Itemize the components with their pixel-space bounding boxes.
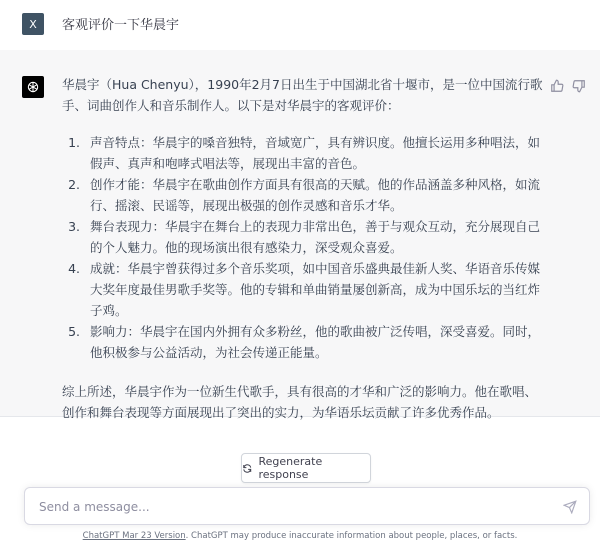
assistant-message-row bbox=[0, 50, 600, 420]
user-avatar: X bbox=[22, 13, 44, 35]
list-item: 4. 成就：华晨宇曾获得过多个音乐奖项，如中国音乐盛典最佳新人奖、华语音乐传媒大奖年度最佳男歌手奖等。他的专辑和单曲销量屡创新高，成为中国乐坛的当红炸子鸡。 bbox=[84, 258, 548, 321]
refresh-icon bbox=[242, 463, 252, 474]
feedback-buttons bbox=[550, 78, 586, 92]
list-item: 5. 影响力：华晨宇在国内外拥有众多粉丝，他的歌曲被广泛传唱，深受喜爱。同时，他积极参与公益活动，为社会传递正能量。 bbox=[84, 321, 548, 363]
message-input[interactable] bbox=[37, 497, 541, 517]
assistant-message-content bbox=[62, 74, 548, 423]
regenerate-response-button[interactable] bbox=[241, 453, 371, 483]
user-message-row bbox=[0, 0, 600, 51]
send-icon[interactable] bbox=[563, 499, 577, 513]
disclaimer-text: . ChatGPT may produce inaccurate information about people, places, or facts. bbox=[185, 531, 518, 541]
assistant-intro: 华晨宇（Hua Chenyu），1990年2月7日出生于中国湖北省十堰市，是一位中国流行歌手、词曲创作人和音乐制作人。以下是对华晨宇的客观评价： bbox=[62, 77, 543, 113]
footer-disclaimer bbox=[0, 531, 600, 541]
thumbs-down-icon[interactable] bbox=[572, 78, 586, 92]
user-message-text: 客观评价一下华晨宇 bbox=[62, 18, 180, 33]
version-link[interactable]: ChatGPT Mar 23 Version bbox=[82, 531, 186, 541]
openai-logo-icon bbox=[22, 76, 44, 98]
regenerate-label: Regenerate response bbox=[258, 455, 323, 481]
thumbs-up-icon[interactable] bbox=[550, 78, 564, 92]
list-item: 1. 声音特点：华晨宇的嗓音独特，音域宽广，具有辨识度。他擅长运用多种唱法，如假声、真声和咆哮式唱法等，展现出丰富的音色。 bbox=[84, 132, 548, 174]
list-item: 3. 舞台表现力：华晨宇在舞台上的表现力非常出色，善于与观众互动，充分展现自己的个人魅力。他的现场演出很有感染力，深受观众喜爱。 bbox=[84, 216, 548, 258]
message-composer bbox=[24, 487, 590, 525]
assistant-summary: 综上所述，华晨宇作为一位新生代歌手，具有很高的才华和广泛的影响力。他在歌唱、创作和舞台表现等方面展现出了突出的实力，为华语乐坛贡献了许多优秀作品。 bbox=[62, 384, 538, 420]
evaluation-list bbox=[62, 132, 548, 363]
list-item: 2. 创作才能：华晨宇在歌曲创作方面具有很高的天赋。他的作品涵盖多种风格，如流行、摇滚、民谣等，展现出极强的创作灵感和音乐才华。 bbox=[84, 174, 548, 216]
